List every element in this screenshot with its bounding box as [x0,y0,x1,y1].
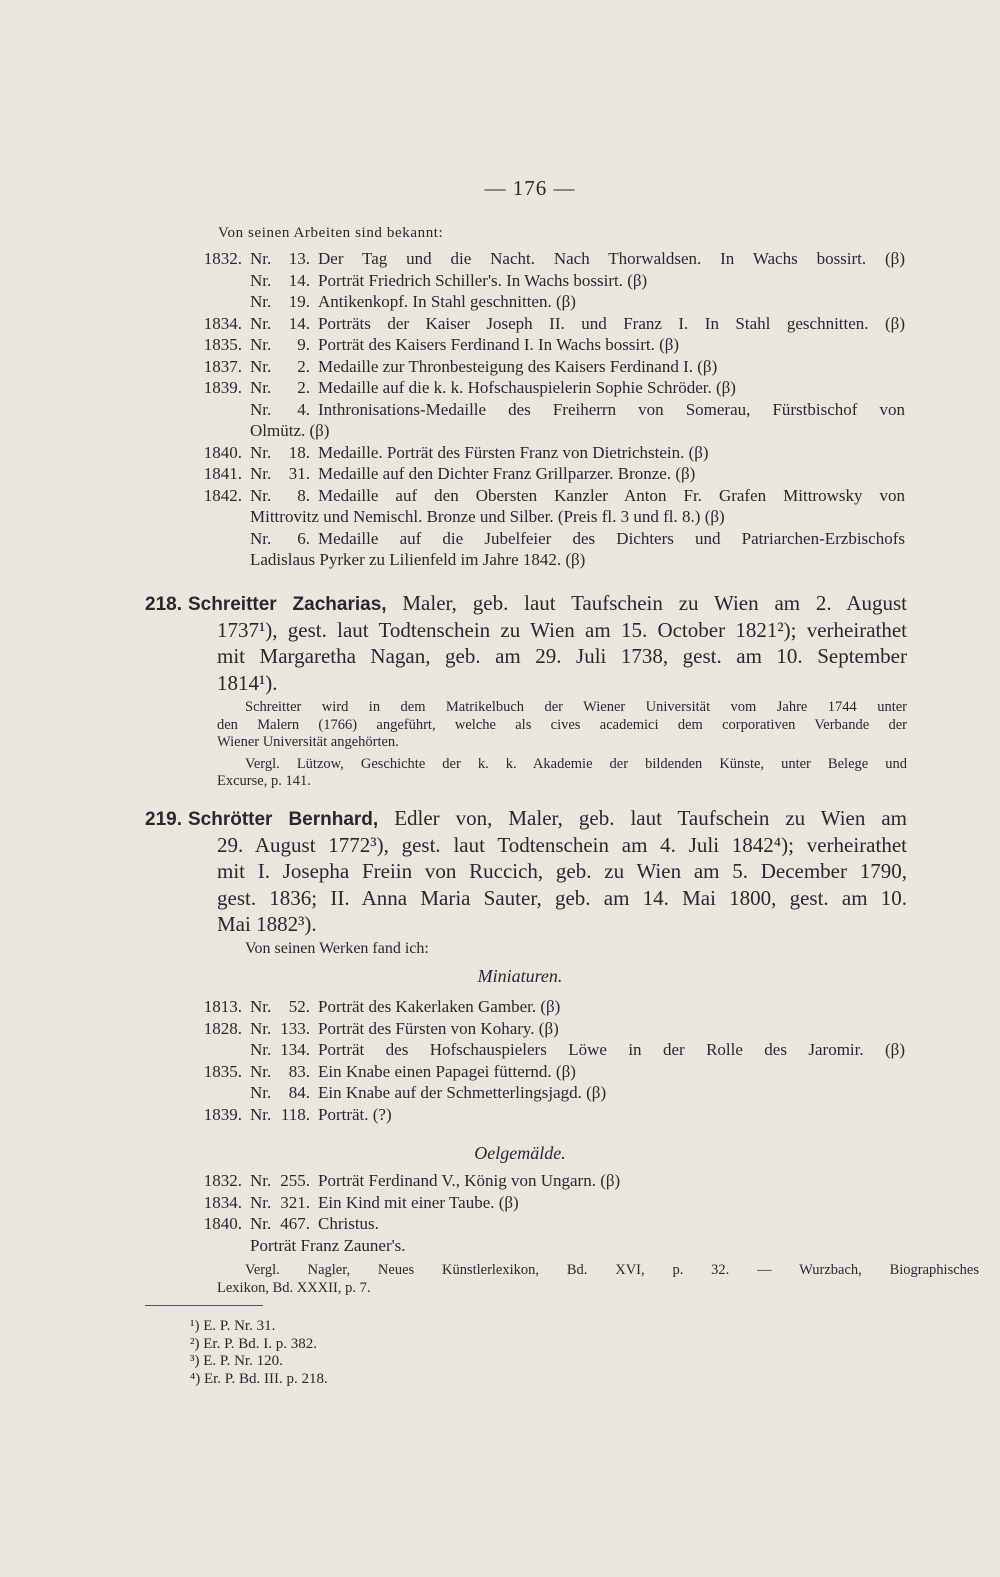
work-year: 1839. [203,1104,242,1124]
work-year: 1841. [203,464,242,483]
work-text: Medaille. Porträt des Fürsten Franz von Dietrichstein. (β) [318,442,709,462]
entry-219-line: mit I. Josepha Freiin von Ruccich, geb. zu Wien am 5. December 1790, [217,859,907,883]
work-nr: Nr. [250,464,272,483]
work-entry [192,270,905,292]
work-year: 1840. [203,442,242,462]
work-text: Medaille auf die Jubelfeier des Dichters und Patriarchen-Erzbischofs [318,528,905,548]
work-entry [192,1213,905,1235]
work-text: Porträts der Kaiser Joseph II. und Franz I. In Stahl geschnitten. (β) [318,313,905,333]
work-text: Christus. [318,1214,379,1233]
work-entry [192,313,905,335]
work-nr: Nr. [250,528,272,548]
work-nr: Nr. [250,1214,272,1233]
work-year: 1835. [203,335,242,354]
work-year: 1840. [203,1214,242,1233]
entry-219-works-intro: Von seinen Werken fand ich: [245,939,429,957]
work-num: 6. [297,528,310,548]
work-year: 1837. [203,356,242,376]
work-nr: Nr. [250,1040,272,1059]
work-nr: Nr. [250,485,272,505]
work-year: 1842. [203,485,242,505]
entry-218-line: 1814¹). [217,670,278,695]
entry-218-number: 218. [145,594,182,615]
work-entry [192,1018,905,1040]
work-entry [192,463,905,485]
work-nr: Nr. [250,249,272,268]
work-nr: Nr. [250,270,272,290]
entry-219 [145,805,907,960]
work-text: Medaille auf die k. k. Hofschauspielerin Sophie Schröder. (β) [318,378,736,397]
work-nr: Nr. [250,335,272,354]
work-num: 13. [288,249,310,268]
work-nr: Nr. [250,997,272,1016]
work-num: 118. [280,1104,310,1124]
work-year: 1828. [203,1018,242,1038]
work-nr: Nr. [250,378,272,397]
work-entry [192,442,905,464]
work-num: 14. [288,270,310,290]
work-text: Porträt. (?) [318,1104,392,1124]
work-num: 2. [297,356,310,376]
work-num: 19. [288,292,310,311]
page-number: — 176 — [484,176,576,200]
work-entry [192,1192,905,1214]
work-num: 18. [288,442,310,462]
work-text: Porträt Friedrich Schiller's. In Wachs bossirt. (β) [318,270,648,290]
entry-219-line: 29. August 1772³), gest. laut Todtenschein am 4. Juli 1842⁴); verheirathet [217,832,907,857]
entry-219-line: gest. 1836; II. Anna Maria Sauter, geb. am 14. Mai 1800, gest. am 10. [217,885,907,910]
entry-219-line: Mai 1882³). [217,912,317,936]
work-nr: Nr. [250,1171,272,1190]
work-num: 4. [297,399,310,419]
work-year: 1832. [203,249,242,268]
work-num: 83. [288,1061,310,1081]
work-year: 1832. [203,1171,242,1190]
work-num: 31. [288,464,310,483]
work-num: 9. [297,335,310,354]
work-num: 467. [280,1214,310,1233]
work-entry [192,506,905,528]
footnote: ⁴) Er. P. Bd. III. p. 218. [190,1370,328,1387]
work-entry [192,399,905,421]
intro-text: Von seinen Arbeiten sind bekannt: [218,225,444,241]
footnote: ³) E. P. Nr. 120. [190,1353,283,1369]
work-text: Medaille auf den Dichter Franz Grillparzer. Bronze. (β) [318,464,696,483]
work-nr: Nr. [250,442,272,462]
work-entry [192,1170,905,1192]
work-entry [192,1039,905,1061]
work-entry [192,485,905,507]
work-nr: Nr. [250,1083,272,1102]
work-entry [192,334,905,356]
footnotes [190,1318,328,1388]
work-entry [192,248,905,270]
entry-218-line: 218. Schreitter Zacharias, Maler, geb. laut Taufschein zu Wien am 2. August [145,591,908,615]
work-text: Ein Knabe auf der Schmetterlingsjagd. (β) [318,1083,607,1102]
work-text: Porträt Franz Zauner's. [250,1235,406,1255]
work-num: 84. [288,1083,310,1102]
work-nr: Nr. [250,356,272,376]
work-year: 1813. [203,997,242,1016]
work-num: 255. [280,1171,310,1190]
work-entry [192,1235,905,1257]
entry-218-reference: Vergl. Lützow, Geschichte der k. k. Akademie der bildenden Künste, unter Belege und Excurse, p. 141. [217,755,907,789]
work-text: Inthronisations-Medaille des Freiherrn von Somerau, Fürstbischof von [318,399,905,419]
work-text: Mittrovitz und Nemischl. Bronze und Silber. (Preis fl. 3 und fl. 8.) (β) [250,507,725,526]
work-num: 52. [288,997,310,1016]
entry-219-reference: Vergl. Nagler, Neues Künstlerlexikon, Bd. XVI, p. 32. — Wurzbach, Biographisches Lexikon, Bd. XXXII, p. 7. [217,1262,979,1296]
entry-219-number: 219. [145,809,182,830]
work-text: Porträt des Hofschauspielers Löwe in der Rolle des Jaromir. (β) [318,1040,905,1059]
footnote: ²) Er. P. Bd. I. p. 382. [190,1335,318,1352]
work-num: 321. [280,1192,310,1212]
work-year: 1834. [203,1192,242,1212]
work-text: Ladislaus Pyrker zu Lilienfeld im Jahre 1842. (β) [250,550,586,569]
section-title-oelgemaelde: Oelgemälde. [474,1143,566,1163]
entry-218 [145,590,907,791]
work-num: 133. [280,1018,310,1038]
works-list-oelgemaelde [192,1170,905,1256]
work-text: Olmütz. (β) [250,421,330,440]
work-entry [192,291,905,313]
work-nr: Nr. [250,292,272,311]
work-entry [192,549,905,571]
work-year: 1834. [203,313,242,333]
work-nr: Nr. [250,313,272,333]
section-title-miniaturen: Miniaturen. [477,966,563,986]
work-year: 1839. [203,378,242,397]
work-text: Porträt des Kaisers Ferdinand I. In Wachs bossirt. (β) [318,335,680,354]
works-list-schreitter [192,248,905,571]
footnote-divider [145,1305,263,1306]
work-text: Porträt des Kakerlaken Gamber. (β) [318,997,561,1016]
entry-218-line: mit Margaretha Nagan, geb. am 29. Juli 1738, gest. am 10. September [217,644,907,668]
work-nr: Nr. [250,1192,272,1212]
work-text: Ein Knabe einen Papagei fütternd. (β) [318,1061,576,1081]
work-entry [192,1082,905,1104]
entry-218-note: Schreitter wird in dem Matrikelbuch der Wiener Universität vom Jahre 1744 unter den Malern (1766) angeführt, welche als cives academici dem corporativen Verbande der Wiener Universität angehörten. [217,699,907,750]
work-text: Porträt des Fürsten von Kohary. (β) [318,1018,559,1038]
works-list-miniaturen [192,996,905,1125]
work-entry [192,996,905,1018]
entry-219-name: Schrötter Bernhard, [187,809,379,830]
work-entry [192,377,905,399]
work-entry [192,420,905,442]
work-nr: Nr. [250,399,272,419]
work-num: 2. [297,378,310,397]
work-num: 8. [297,485,310,505]
work-text: Der Tag und die Nacht. Nach Thorwaldsen. In Wachs bossirt. (β) [318,249,905,268]
entry-218-name: Schreitter Zacharias, [187,594,387,615]
work-text: Ein Kind mit einer Taube. (β) [318,1192,519,1212]
work-text: Medaille auf den Obersten Kanzler Anton Fr. Grafen Mittrowsky von [318,485,905,505]
entry-219-line: 219. Schrötter Bernhard, Edler von, Maler, geb. laut Taufschein zu Wien am [145,806,908,830]
work-entry [192,1104,905,1126]
work-text: Medaille zur Thronbesteigung des Kaisers Ferdinand I. (β) [318,356,718,376]
work-nr: Nr. [250,1061,272,1081]
entry-218-line: 1737¹), gest. laut Todtenschein zu Wien am 15. October 1821²); verheirathet [217,617,907,642]
work-text: Porträt Ferdinand V., König von Ungarn. (β) [318,1171,621,1190]
work-entry [192,356,905,378]
work-text: Antikenkopf. In Stahl geschnitten. (β) [318,292,576,311]
work-year: 1835. [203,1061,242,1081]
work-num: 14. [288,313,310,333]
footnote: ¹) E. P. Nr. 31. [190,1318,276,1334]
work-nr: Nr. [250,1018,272,1038]
work-num: 134. [280,1040,310,1059]
work-nr: Nr. [250,1104,272,1124]
work-entry [192,1061,905,1083]
work-entry [192,528,905,550]
